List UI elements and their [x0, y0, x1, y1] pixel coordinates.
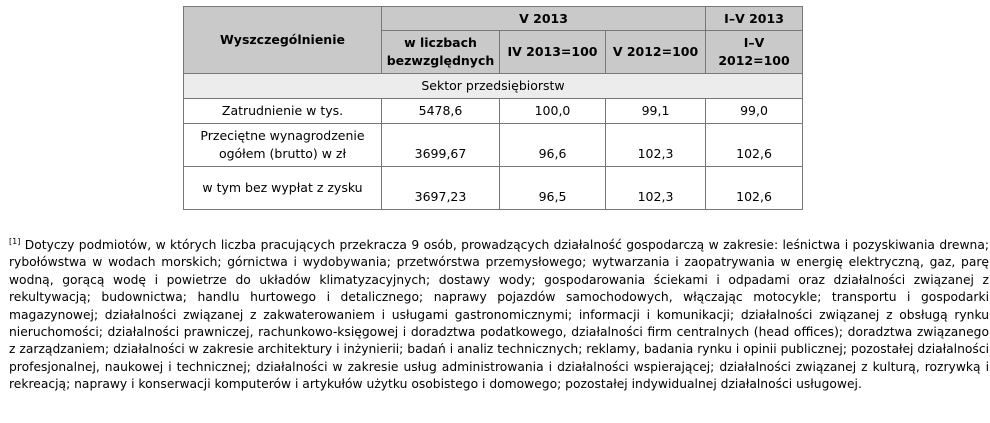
cell-i-v: 102,6: [706, 167, 803, 210]
row-label: Zatrudnienie w tys.: [184, 99, 382, 124]
header-group-v2013: V 2013: [382, 7, 706, 31]
header-col-iv: IV 2013=100: [500, 31, 606, 74]
cell-i-v: 99,0: [706, 99, 803, 124]
cell-iv: 96,5: [500, 167, 606, 210]
header-col-v: V 2012=100: [606, 31, 706, 74]
footnote: [9, 237, 989, 394]
sector-row: Sektor przedsiębiorstw: [184, 74, 803, 99]
table-row: [184, 167, 803, 210]
cell-i-v: 102,6: [706, 124, 803, 167]
header-col-absolute: w liczbach bezwzględnych: [382, 31, 500, 74]
footnote-text: Dotyczy podmiotów, w których liczba pracujących przekracza 9 osób, prowadzących działalność gospodarczą w zakresie: leśnictwa i pozyskiwania drewna; rybołówstwa w wodach morskich; górnictwa i wydobywania; przetwórstwa przemysłowego; wytwarzania i zaopatrywania w energię elektryczną, gaz, parę wodną, gorącą wodę i powietrze do układów klimatyzacyjnych; dostawy wody; gospodarowania ściekami i odpadami oraz działalności związanej z rekultywacją; budownictwa; handlu hurtowego i detalicznego; naprawy pojazdów samochodowych, włączając motocykle; transportu i gospodarki magazynowej; działalności związanej z zakwaterowaniem i usługami gastronomicznymi; informacji i komunikacji; działalności związanej z obsługą rynku nieruchomości; działalności prawniczej, rachunkowo-księgowej i doradztwa podatkowego, działalności firm centralnych (head offices); doradztwa związanego z zarządzaniem; działalności w zakresie architektury i inżynierii; badań i analiz technicznych; reklamy, badania rynku i opinii publicznej; pozostałej działalności profesjonalnej, naukowej i technicznej; działalności w zakresie usług administrowania i działalności wspierającej; działalności związanej z kulturą, rozrywką i rekreacją; naprawy i konserwacji komputerów i artykułów użytku osobistego i domowego; pozostałej indywidualnej działalności usługowej.: [9, 238, 989, 392]
cell-iv: 96,6: [500, 124, 606, 167]
row-label: Przeciętne wynagrodzenie ogółem (brutto) w zł: [184, 124, 382, 167]
table-row: [184, 99, 803, 124]
cell-v: 102,3: [606, 124, 706, 167]
footnote-marker: [1]: [9, 237, 21, 246]
header-label: Wyszczególnienie: [184, 7, 382, 74]
cell-v: 99,1: [606, 99, 706, 124]
cell-iv: 100,0: [500, 99, 606, 124]
statistics-table: [183, 6, 803, 210]
row-label: w tym bez wypłat z zysku: [184, 167, 382, 210]
cell-absolute: 3697,23: [382, 167, 500, 210]
cell-absolute: 3699,67: [382, 124, 500, 167]
cell-absolute: 5478,6: [382, 99, 500, 124]
header-group-i-v2013: I–V 2013: [706, 7, 803, 31]
cell-v: 102,3: [606, 167, 706, 210]
table-row: [184, 124, 803, 167]
header-col-i-v: I–V 2012=100: [706, 31, 803, 74]
